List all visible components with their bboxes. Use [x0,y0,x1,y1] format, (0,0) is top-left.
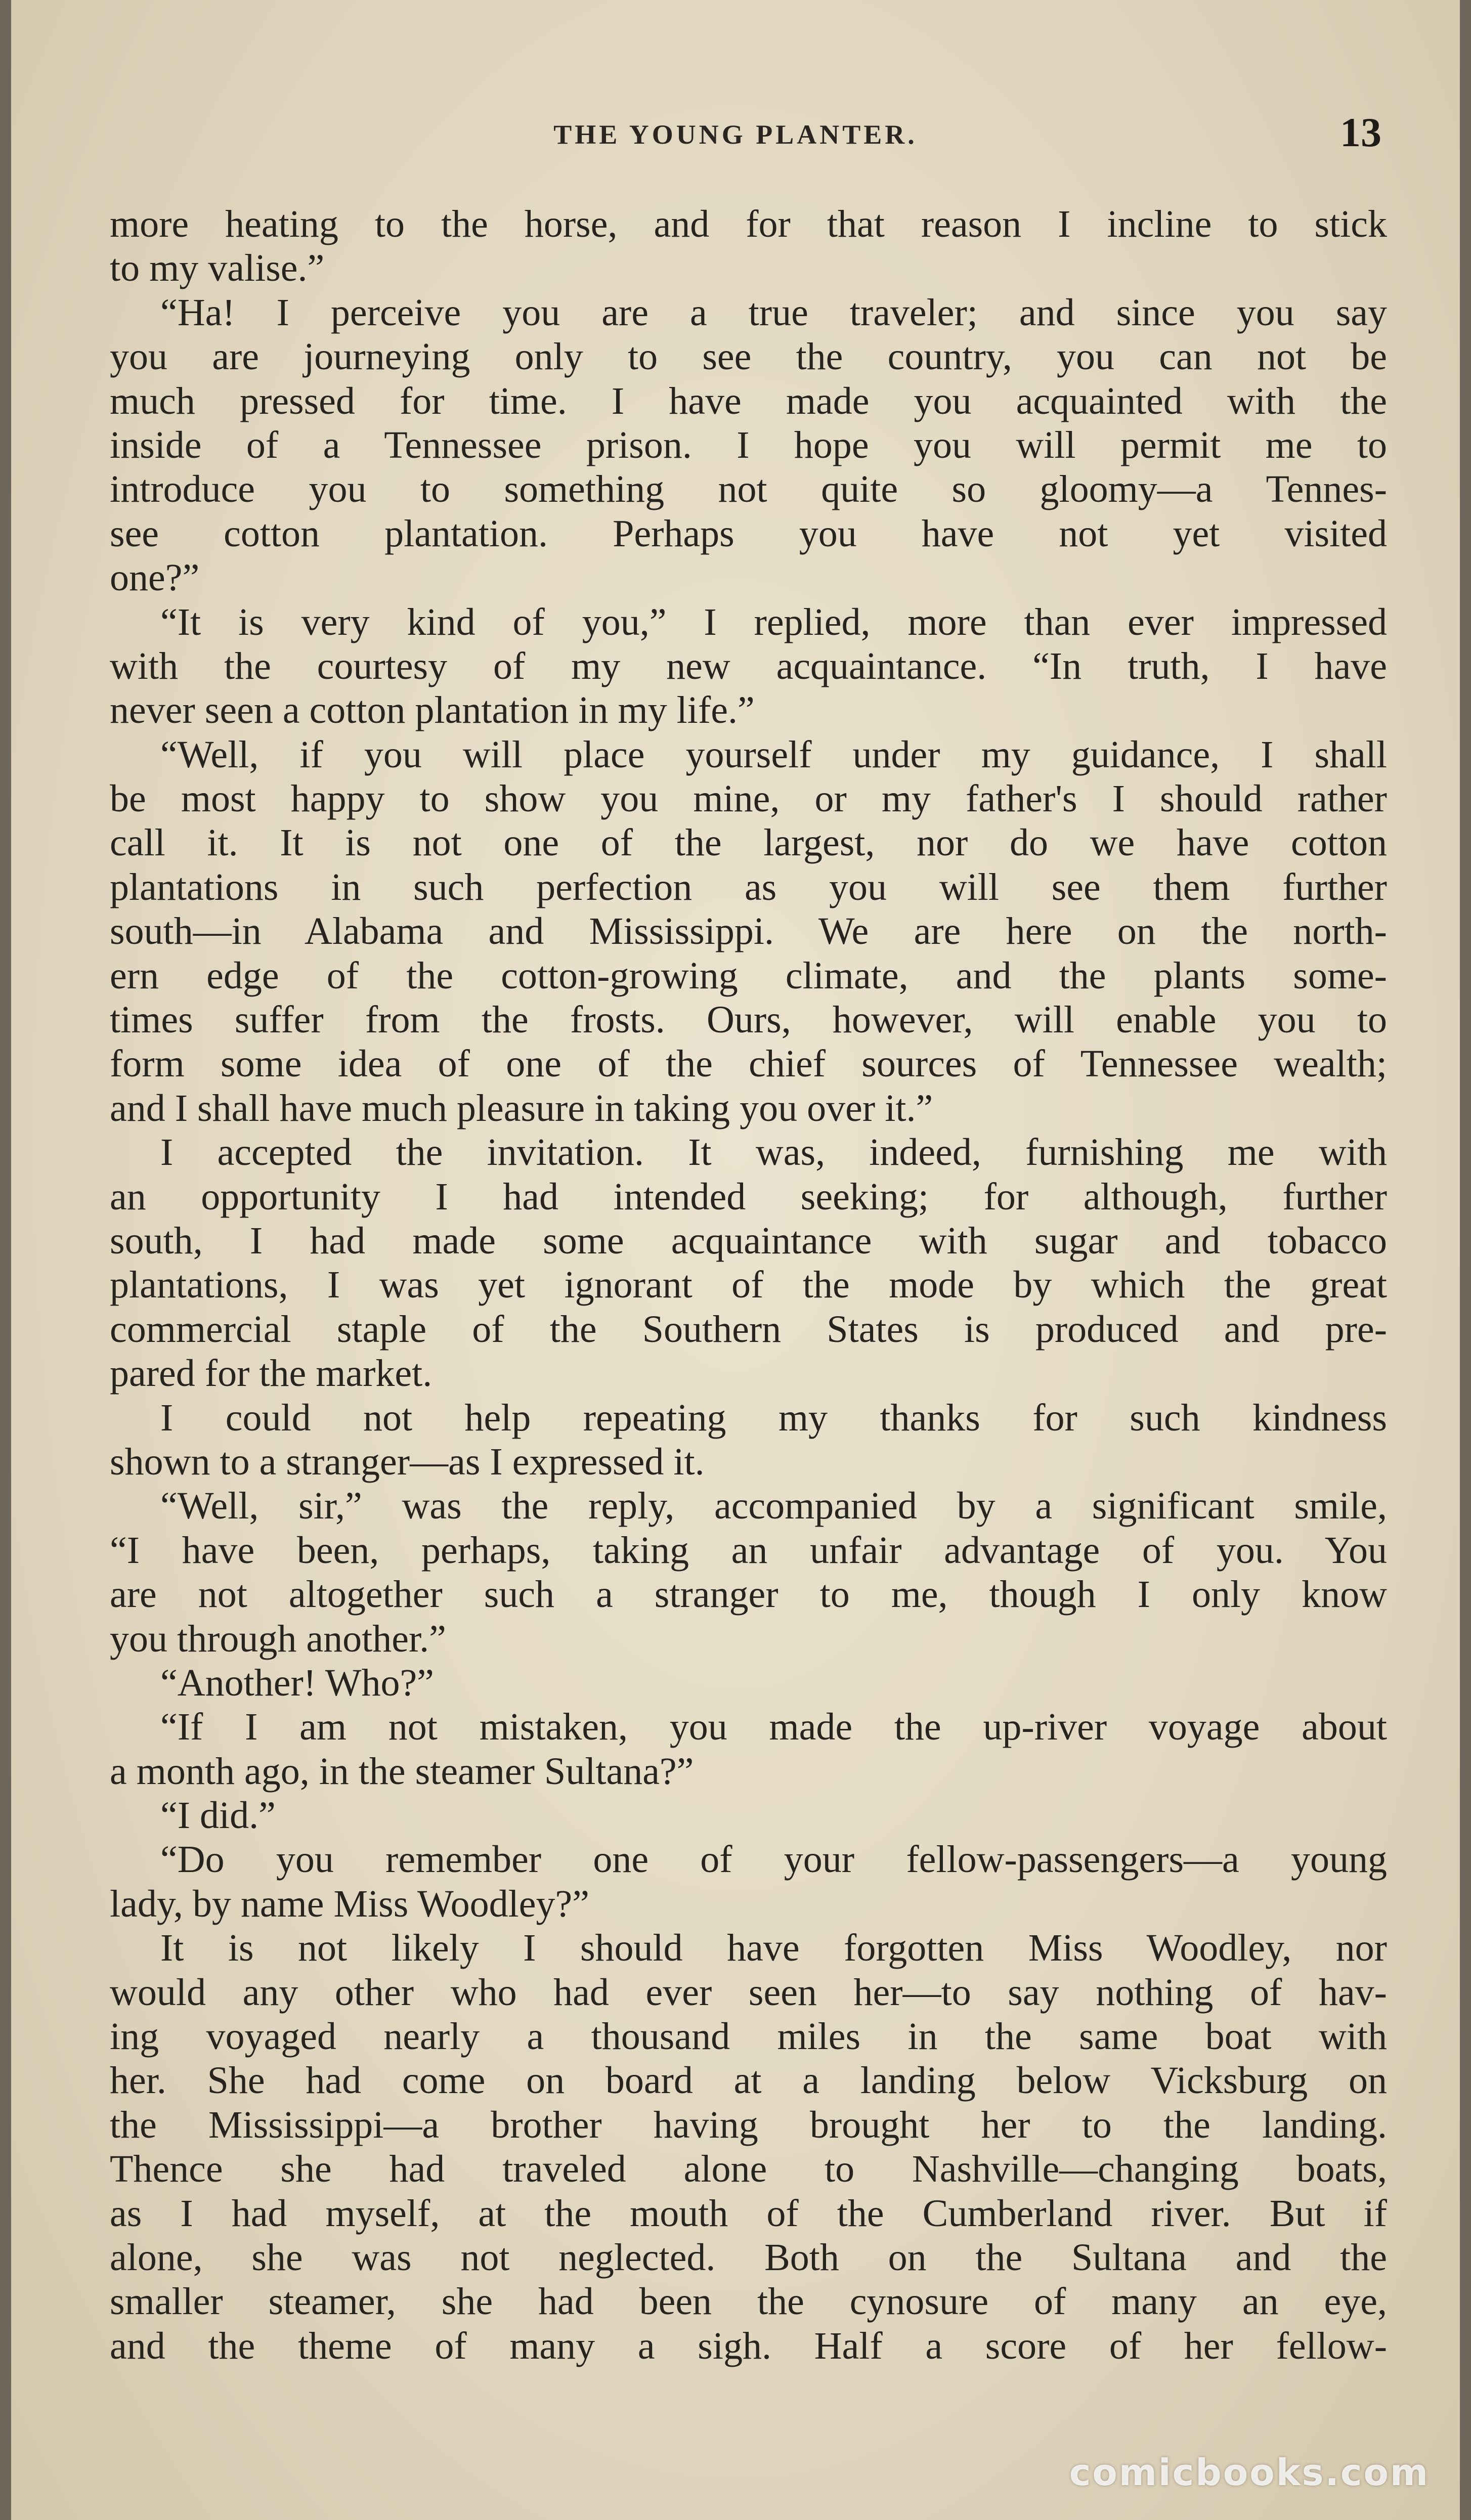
text-line: a month ago, in the steamer Sultana?” [110,1750,694,1793]
text-line: as I had myself, at the mouth of the Cumberland river. But if [110,2192,1387,2235]
text-line: ern edge of the cotton-growing climate, and the plants some- [110,954,1387,997]
text-line: plantations, I was yet ignorant of the mode by which the great [110,1264,1387,1307]
text-line: to my valise.” [110,247,325,290]
text-line: be most happy to show you mine, or my father's I should rather [110,777,1387,820]
text-line: “I have been, perhaps, taking an unfair advantage of you. You [110,1529,1387,1572]
text-line: inside of a Tennessee prison. I hope you will permit me to [110,423,1387,466]
body-text [110,202,1387,2368]
text-line: commercial staple of the Southern States is produced and pre- [110,1308,1387,1351]
text-line: “I did.” [160,1794,276,1837]
text-line: one?” [110,556,200,599]
book-page [11,0,1460,2520]
text-line: “Do you remember one of your fellow-passengers—a young [160,1838,1387,1881]
running-title: THE YOUNG PLANTER. [553,119,918,150]
text-line: smaller steamer, she had been the cynosure of many an eye, [110,2280,1387,2323]
text-line: south—in Alabama and Mississippi. We are here on the north- [110,910,1387,953]
text-line: shown to a stranger—as I expressed it. [110,1440,705,1483]
text-line: the Mississippi—a brother having brought her to the landing. [110,2103,1387,2146]
text-line: form some idea of one of the chief sources of Tennessee wealth; [110,1042,1387,1085]
running-head [11,109,1460,169]
text-line: south, I had made some acquaintance with sugar and tobacco [110,1219,1387,1262]
watermark: comicbooks.com [1069,2451,1430,2494]
text-line: times suffer from the frosts. Ours, however, will enable you to [110,998,1387,1041]
text-line: more heating to the horse, and for that reason I incline to stick [110,203,1387,245]
page-number: 13 [1340,109,1381,155]
text-line: see cotton plantation. Perhaps you have not yet visited [110,512,1387,555]
text-line: “Another! Who?” [160,1661,434,1704]
text-line: and the theme of many a sigh. Half a score of her fellow- [110,2324,1387,2367]
text-line: ing voyaged nearly a thousand miles in the same boat with [110,2015,1387,2058]
text-line: never seen a cotton plantation in my life.” [110,689,755,732]
text-line: pared for the market. [110,1352,432,1395]
text-line: “Well, sir,” was the reply, accompanied by a significant smile, [160,1485,1387,1528]
text-line: plantations in such perfection as you will see them further [110,865,1387,908]
text-line: call it. It is not one of the largest, nor do we have cotton [110,821,1387,864]
text-line: an opportunity I had intended seeking; for although, further [110,1175,1387,1218]
text-line: lady, by name Miss Woodley?” [110,1882,589,1925]
text-line: “It is very kind of you,” I replied, more than ever impressed [160,600,1387,643]
text-line: with the courtesy of my new acquaintance. “In truth, I have [110,644,1387,687]
text-line: are not altogether such a stranger to me, though I only know [110,1573,1387,1616]
text-line: much pressed for time. I have made you acquainted with the [110,379,1387,422]
text-line: Thence she had traveled alone to Nashville—changing boats, [110,2148,1387,2191]
text-line: her. She had come on board at a landing below Vicksburg on [110,2059,1387,2102]
text-line: I could not help repeating my thanks for such kindness [160,1396,1387,1439]
text-line: would any other who had ever seen her—to say nothing of hav- [110,1971,1387,2014]
text-line: It is not likely I should have forgotten Miss Woodley, nor [160,1927,1387,1970]
text-line: you are journeying only to see the country, you can not be [110,335,1387,378]
text-line: introduce you to something not quite so gloomy—a Tennes- [110,468,1387,511]
text-line: “If I am not mistaken, you made the up-river voyage about [160,1706,1387,1749]
text-line: and I shall have much pleasure in taking you over it.” [110,1087,933,1129]
text-line: you through another.” [110,1617,446,1660]
text-line: I accepted the invitation. It was, indeed, furnishing me with [160,1131,1387,1174]
text-line: alone, she was not neglected. Both on the Sultana and the [110,2236,1387,2279]
text-line: “Well, if you will place yourself under my guidance, I shall [160,733,1387,776]
text-line: “Ha! I perceive you are a true traveler; and since you say [160,291,1387,334]
